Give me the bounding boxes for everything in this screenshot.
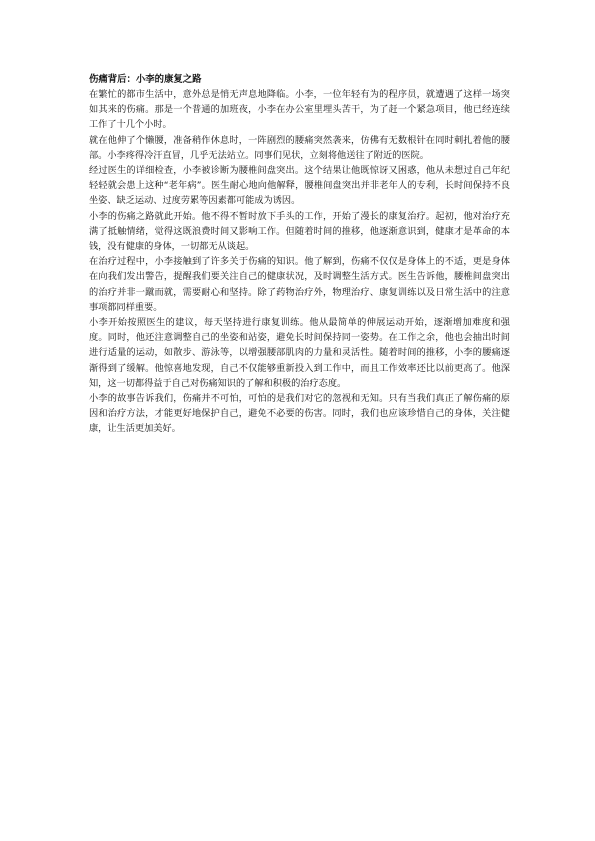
document-title: 伤痛背后：小李的康复之路 bbox=[89, 74, 202, 85]
paragraph-6: 小李开始按照医生的建议，每天坚持进行康复训练。他从最简单的伸展运动开始，逐渐增加难度和强度。同时，他还注意调整自己的坐姿和站姿，避免长时间保持同一姿势。在工作之余，他也会抽出时间进行适量的运动，如散步、游泳等，以增强腰部肌肉的力量和灵活性。随着时间的推移，小李的腰痛逐渐得到了缓解。他惊喜地发现，自己不仅能够重新投入到工作中，而且工作效率还比以前更高了。他深知，这一切都得益于自己对伤痛知识的了解和积极的治疗态度。 bbox=[89, 317, 510, 389]
paragraph-5: 在治疗过程中，小李接触到了许多关于伤痛的知识。他了解到，伤痛不仅仅是身体上的不适，更是身体在向我们发出警告，提醒我们要关注自己的健康状况，及时调整生活方式。医生告诉他，腰椎间盘突出的治疗并非一蹴而就，需要耐心和坚持。除了药物治疗外，物理治疗、康复训练以及日常生活中的注意事项都同样重要。 bbox=[89, 256, 510, 313]
paragraph-4: 小李的伤痛之路就此开始。他不得不暂时放下手头的工作，开始了漫长的康复治疗。起初，他对治疗充满了抵触情绪，觉得这既浪费时间又影响工作。但随着时间的推移，他逐渐意识到，健康才是革命的本钱，没有健康的身体，一切都无从谈起。 bbox=[89, 210, 510, 253]
paragraph-7: 小李的故事告诉我们，伤痛并不可怕，可怕的是我们对它的忽视和无知。只有当我们真正了解伤痛的原因和治疗方法，才能更好地保护自己，避免不必要的伤害。同时，我们也应该珍惜自己的身体，关注健康，让生活更加美好。 bbox=[89, 393, 510, 435]
paragraph-1: 在繁忙的都市生活中，意外总是悄无声息地降临。小李，一位年轻有为的程序员，就遭遇了这样一场突如其来的伤痛。那是一个普通的加班夜，小李在办公室里埋头苦干，为了赶一个紧急项目，他已经连续工作了十几个小时。 bbox=[89, 89, 510, 131]
document-page bbox=[89, 72, 510, 437]
paragraph-3: 经过医生的详细检查，小李被诊断为腰椎间盘突出。这个结果让他既惊讶又困惑，他从未想过自己年纪轻轻就会患上这种“老年病”。医生耐心地向他解释，腰椎间盘突出并非老年人的专利，长时间保持不良坐姿、缺乏运动、过度劳累等因素都可能成为诱因。 bbox=[89, 165, 510, 207]
paragraph-2: 就在他伸了个懒腰，准备稍作休息时，一阵剧烈的腰痛突然袭来，仿佛有无数根针在同时刺扎着他的腰部。小李疼得冷汗直冒，几乎无法站立。同事们见状，立刻将他送往了附近的医院。 bbox=[89, 134, 510, 161]
